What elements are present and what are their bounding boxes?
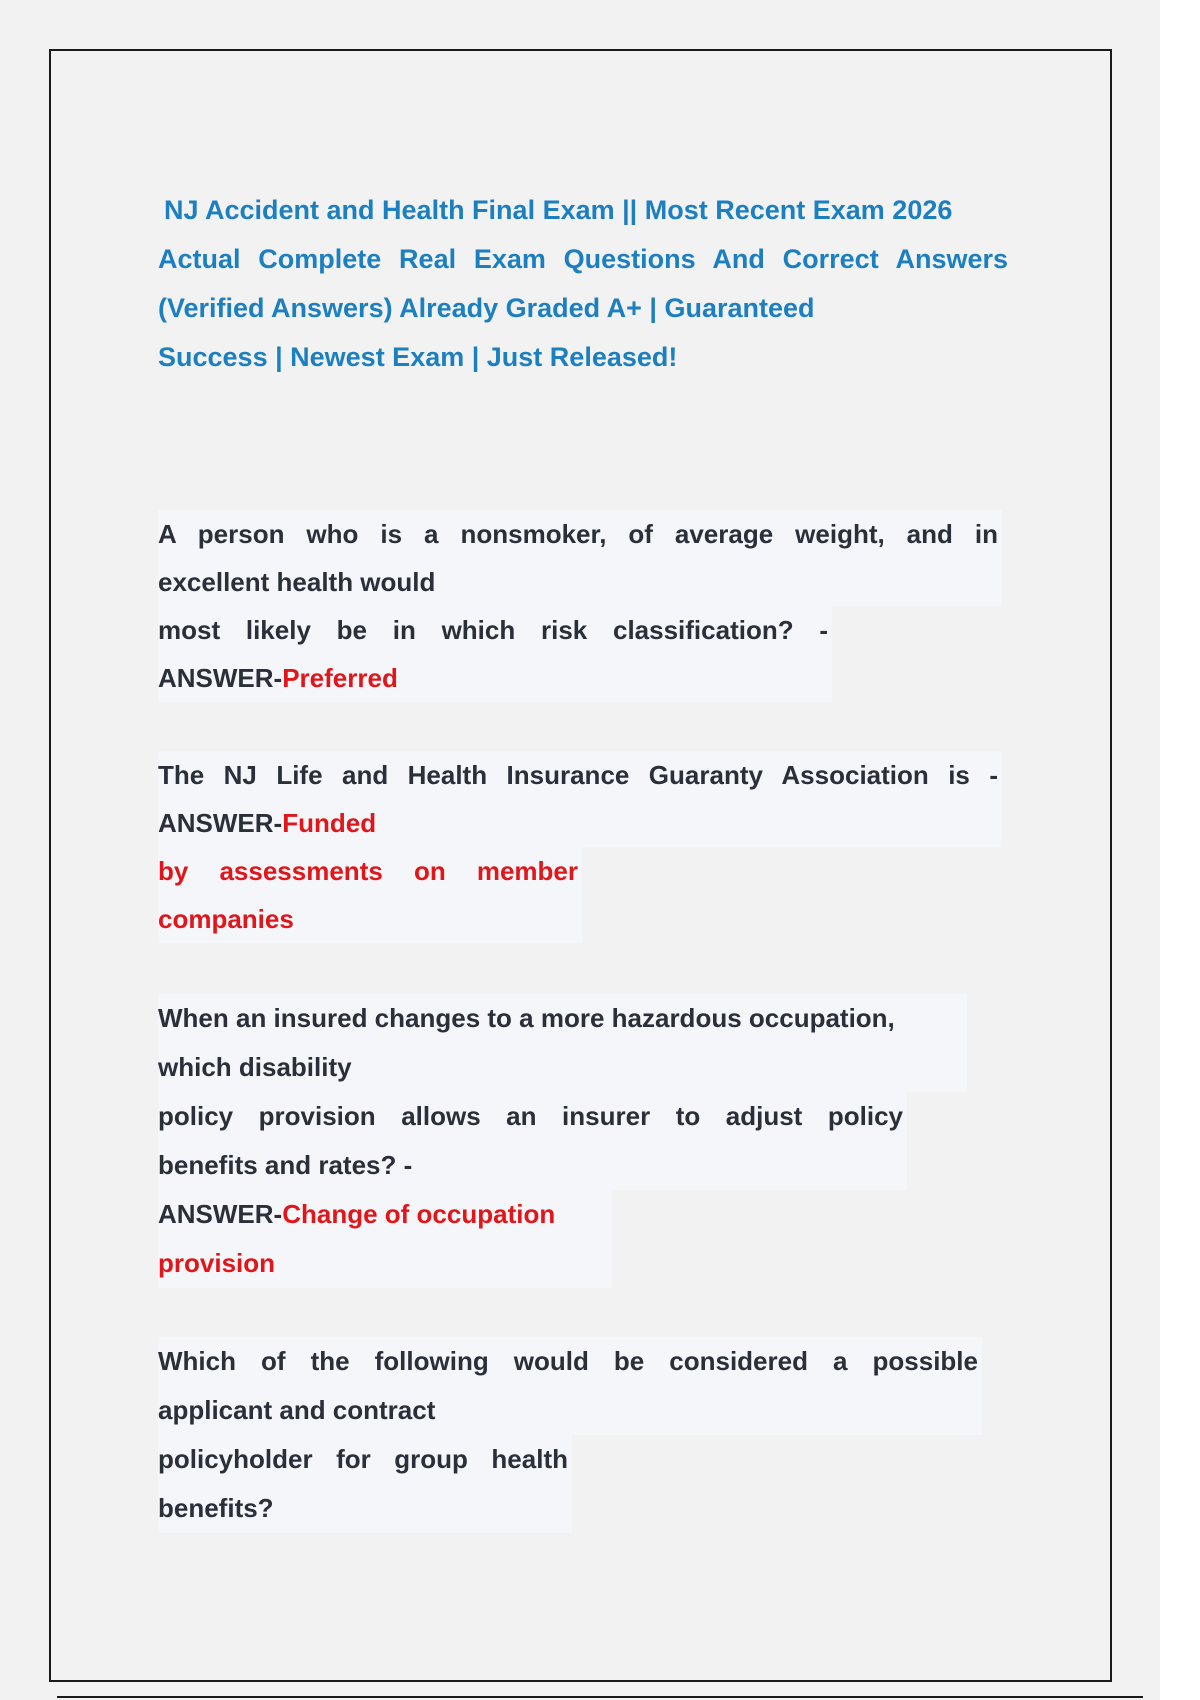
- answer-line: [158, 1190, 612, 1239]
- question-line: A person who is a nonsmoker, of average weight, and in: [158, 510, 1002, 558]
- title-line: NJ Accident and Health Final Exam || Most Recent Exam 2026: [164, 195, 953, 225]
- answer-text: by assessments on member: [158, 847, 582, 895]
- question-block-2: [158, 751, 1002, 943]
- answer-text: provision: [158, 1239, 612, 1288]
- question-line: benefits and rates? -: [158, 1141, 907, 1190]
- question-line: policyholder for group health: [158, 1435, 572, 1484]
- document-title: [158, 186, 1008, 382]
- answer-line: [158, 654, 832, 702]
- question-line: Which of the following would be considered a possible: [158, 1337, 982, 1386]
- answer-line: [158, 799, 1002, 847]
- answer-label: ANSWER-: [158, 808, 283, 838]
- answer-label: ANSWER-: [158, 1199, 283, 1229]
- question-line: benefits?: [158, 1484, 572, 1533]
- answer-text: Change of occupation: [282, 1199, 556, 1229]
- title-line: Success | Newest Exam | Just Released!: [158, 342, 678, 372]
- question-block-4: [158, 1337, 982, 1533]
- question-line: When an insured changes to a more hazardous occupation,: [158, 994, 967, 1043]
- question-line: The NJ Life and Health Insurance Guaranty Association is -: [158, 751, 1002, 799]
- question-line: applicant and contract: [158, 1386, 982, 1435]
- question-block-3: [158, 994, 967, 1288]
- page-margin-strip: [1160, 0, 1200, 1700]
- question-line: excellent health would: [158, 558, 1002, 606]
- title-line: Actual Complete Real Exam Questions And Correct Answers: [158, 244, 1008, 274]
- bottom-divider: [57, 1696, 1143, 1698]
- question-line: which disability: [158, 1043, 967, 1092]
- answer-label: ANSWER-: [158, 663, 283, 693]
- question-line: most likely be in which risk classification? -: [158, 606, 832, 654]
- answer-text: Funded: [282, 808, 377, 838]
- title-line: (Verified Answers) Already Graded A+ | Guaranteed: [158, 293, 815, 323]
- question-line: policy provision allows an insurer to adjust policy: [158, 1092, 907, 1141]
- question-block-1: [158, 510, 1002, 702]
- answer-text: companies: [158, 895, 582, 943]
- answer-text: Preferred: [282, 663, 398, 693]
